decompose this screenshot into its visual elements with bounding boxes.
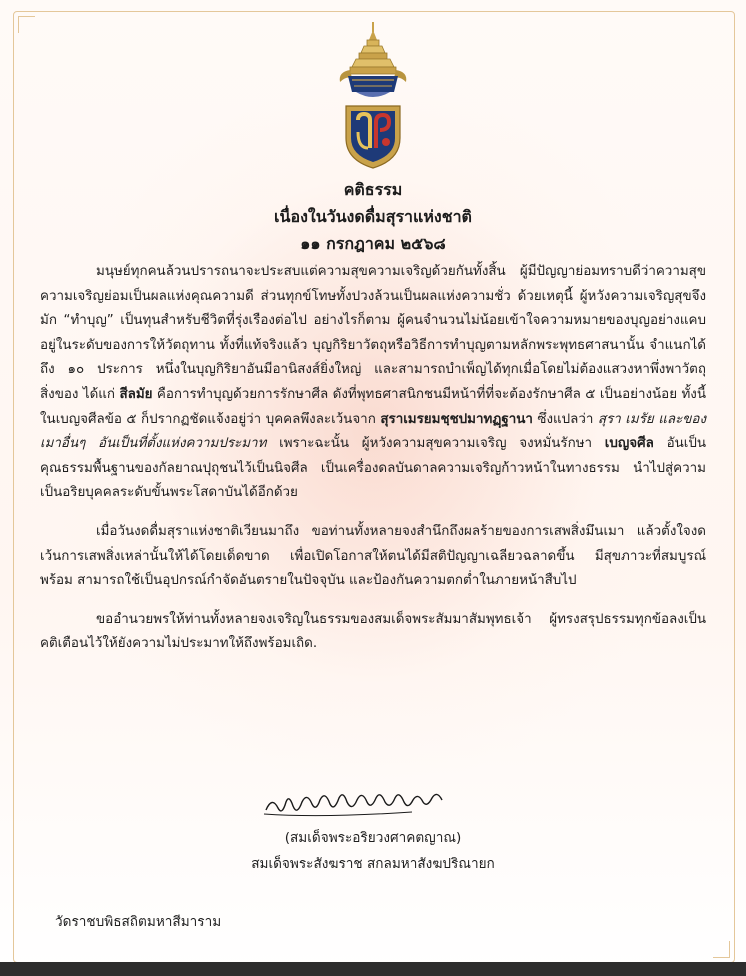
p1-italic-translation: สุรา เมรัย และของเมาอื่นๆ อันเป็นที่ตั้งแห่งความประมาท bbox=[40, 411, 707, 452]
bottom-strip bbox=[0, 962, 746, 976]
signatory-title: สมเด็จพระสังฆราช สกลมหาสังฆปริณายก bbox=[251, 856, 495, 872]
p1-bold-precept: สุราเมรยมชฺชปมาทฏฺฐานา bbox=[380, 411, 533, 427]
header bbox=[0, 176, 746, 257]
document-subtitle: เนื่องในวันงดดื่มสุราแห่งชาติ bbox=[274, 207, 472, 226]
p1-bold-benjasil: เบญจศีล bbox=[604, 436, 654, 452]
document-title: คติธรรม bbox=[343, 180, 403, 199]
footer-place: วัดราชบพิธสถิตมหาสีมาราม bbox=[55, 914, 222, 930]
p1-text-2: คือการทำบุญด้วยการรักษาศีล ดังที่พุทธศาสนิกชนมีหน้าที่ที่จะต้องรักษาศีล ๕ เป็นอย่างน้อย ทั้งนี้ ในเบญจศีลข้อ ๕ ก็ปรากฏชัดแจ้งอยู่ว่า บุคคลพึงละเว้นจาก bbox=[40, 386, 706, 427]
paragraph-3: ขออำนวยพรให้ท่านทั้งหลายจงเจริญในธรรมของสมเด็จพระสัมมาสัมพุทธเจ้า ผู้ทรงสรุปธรรมทุกข้อลงเป็นคติเตือนไว้ให้ยังความไม่ประมาทให้ถึงพร้อมเถิด. bbox=[40, 611, 706, 652]
p1-text-1: มนุษย์ทุกคนล้วนปรารถนาจะประสบแต่ความสุขความเจริญด้วยกันทั้งสิ้น ผู้มีปัญญาย่อมทราบดีว่าความสุขความเจริญย่อมเป็นผลแห่งคุณความดี ส่วนทุกข์โทษทั้งปวงล้วนเป็นผลแห่งความชั่ว ด้วยเหตุนี้ ผู้หวังความเจริญสุขจึงมัก “ทำบุญ” เป็นทุนสำหรับชีวิตที่รุ่งเรืองต่อไป อย่างไรก็ตาม ผู้คนจำนวนไม่น้อยเข้าใจความหมายของบุญอย่างแคบอยู่ในระดับของการให้วัตถุทาน ทั้งที่แท้จริงแล้ว บุญกิริยาวัตถุหรือวิธีการทำบุญตามหลักพระพุทธศาสนานั้น จำแนกได้ถึง ๑๐ ประการ หนึ่งในบุญกิริยาอันมีอานิสงส์ยิ่งใหญ่ และสามารถบำเพ็ญได้ทุกเมื่อโดยไม่ต้องแสวงหาพึ่งพาวัตถุสิ่งของ ได้แก่ bbox=[40, 264, 706, 402]
signatory-name: (สมเด็จพระอริยวงศาคตญาณ) bbox=[284, 830, 462, 846]
paragraph-1 bbox=[40, 260, 706, 506]
handwritten-signature bbox=[262, 790, 482, 820]
royal-emblem-icon bbox=[328, 20, 418, 170]
body-text bbox=[40, 260, 706, 657]
document-date: ๑๑ กรกฎาคม ๒๕๖๘ bbox=[300, 234, 446, 253]
p1-text-5: อันเป็นคุณธรรมพื้นฐานของกัลยาณปุถุชนไว้เป็นนิจศีล เป็นเครื่องดลบันดาลความเจริญก้าวหน้าในทางธรรม นำไปสู่ความเป็นอริยบุคคลระดับขั้นพระโสดาบันได้อีกด้วย bbox=[40, 436, 706, 501]
p1-text-3: ซึ่งแปลว่า bbox=[532, 411, 598, 427]
p1-bold-silamai: สีลมัย bbox=[119, 386, 153, 402]
paragraph-2: เมื่อวันงดดื่มสุราแห่งชาติเวียนมาถึง ขอท่านทั้งหลายจงสำนึกถึงผลร้ายของการเสพสิ่งมึนเมา แล้วตั้งใจงดเว้นการเสพสิ่งเหล่านั้นให้ได้โดยเด็ดขาด เพื่อเปิดโอกาสให้ตนได้มีสติปัญญาเฉลียวฉลาดขึ้น มีสุขภาวะที่สมบูรณ์พร้อม สามารถใช้เป็นอุปกรณ์กำจัดอันตรายในปัจจุบัน และป้องกันความตกต่ำในภายหน้าสืบไป bbox=[40, 523, 706, 589]
p1-text-4: เพราะฉะนั้น ผู้หวังความสุขความเจริญ จงหมั่นรักษา bbox=[266, 436, 605, 452]
